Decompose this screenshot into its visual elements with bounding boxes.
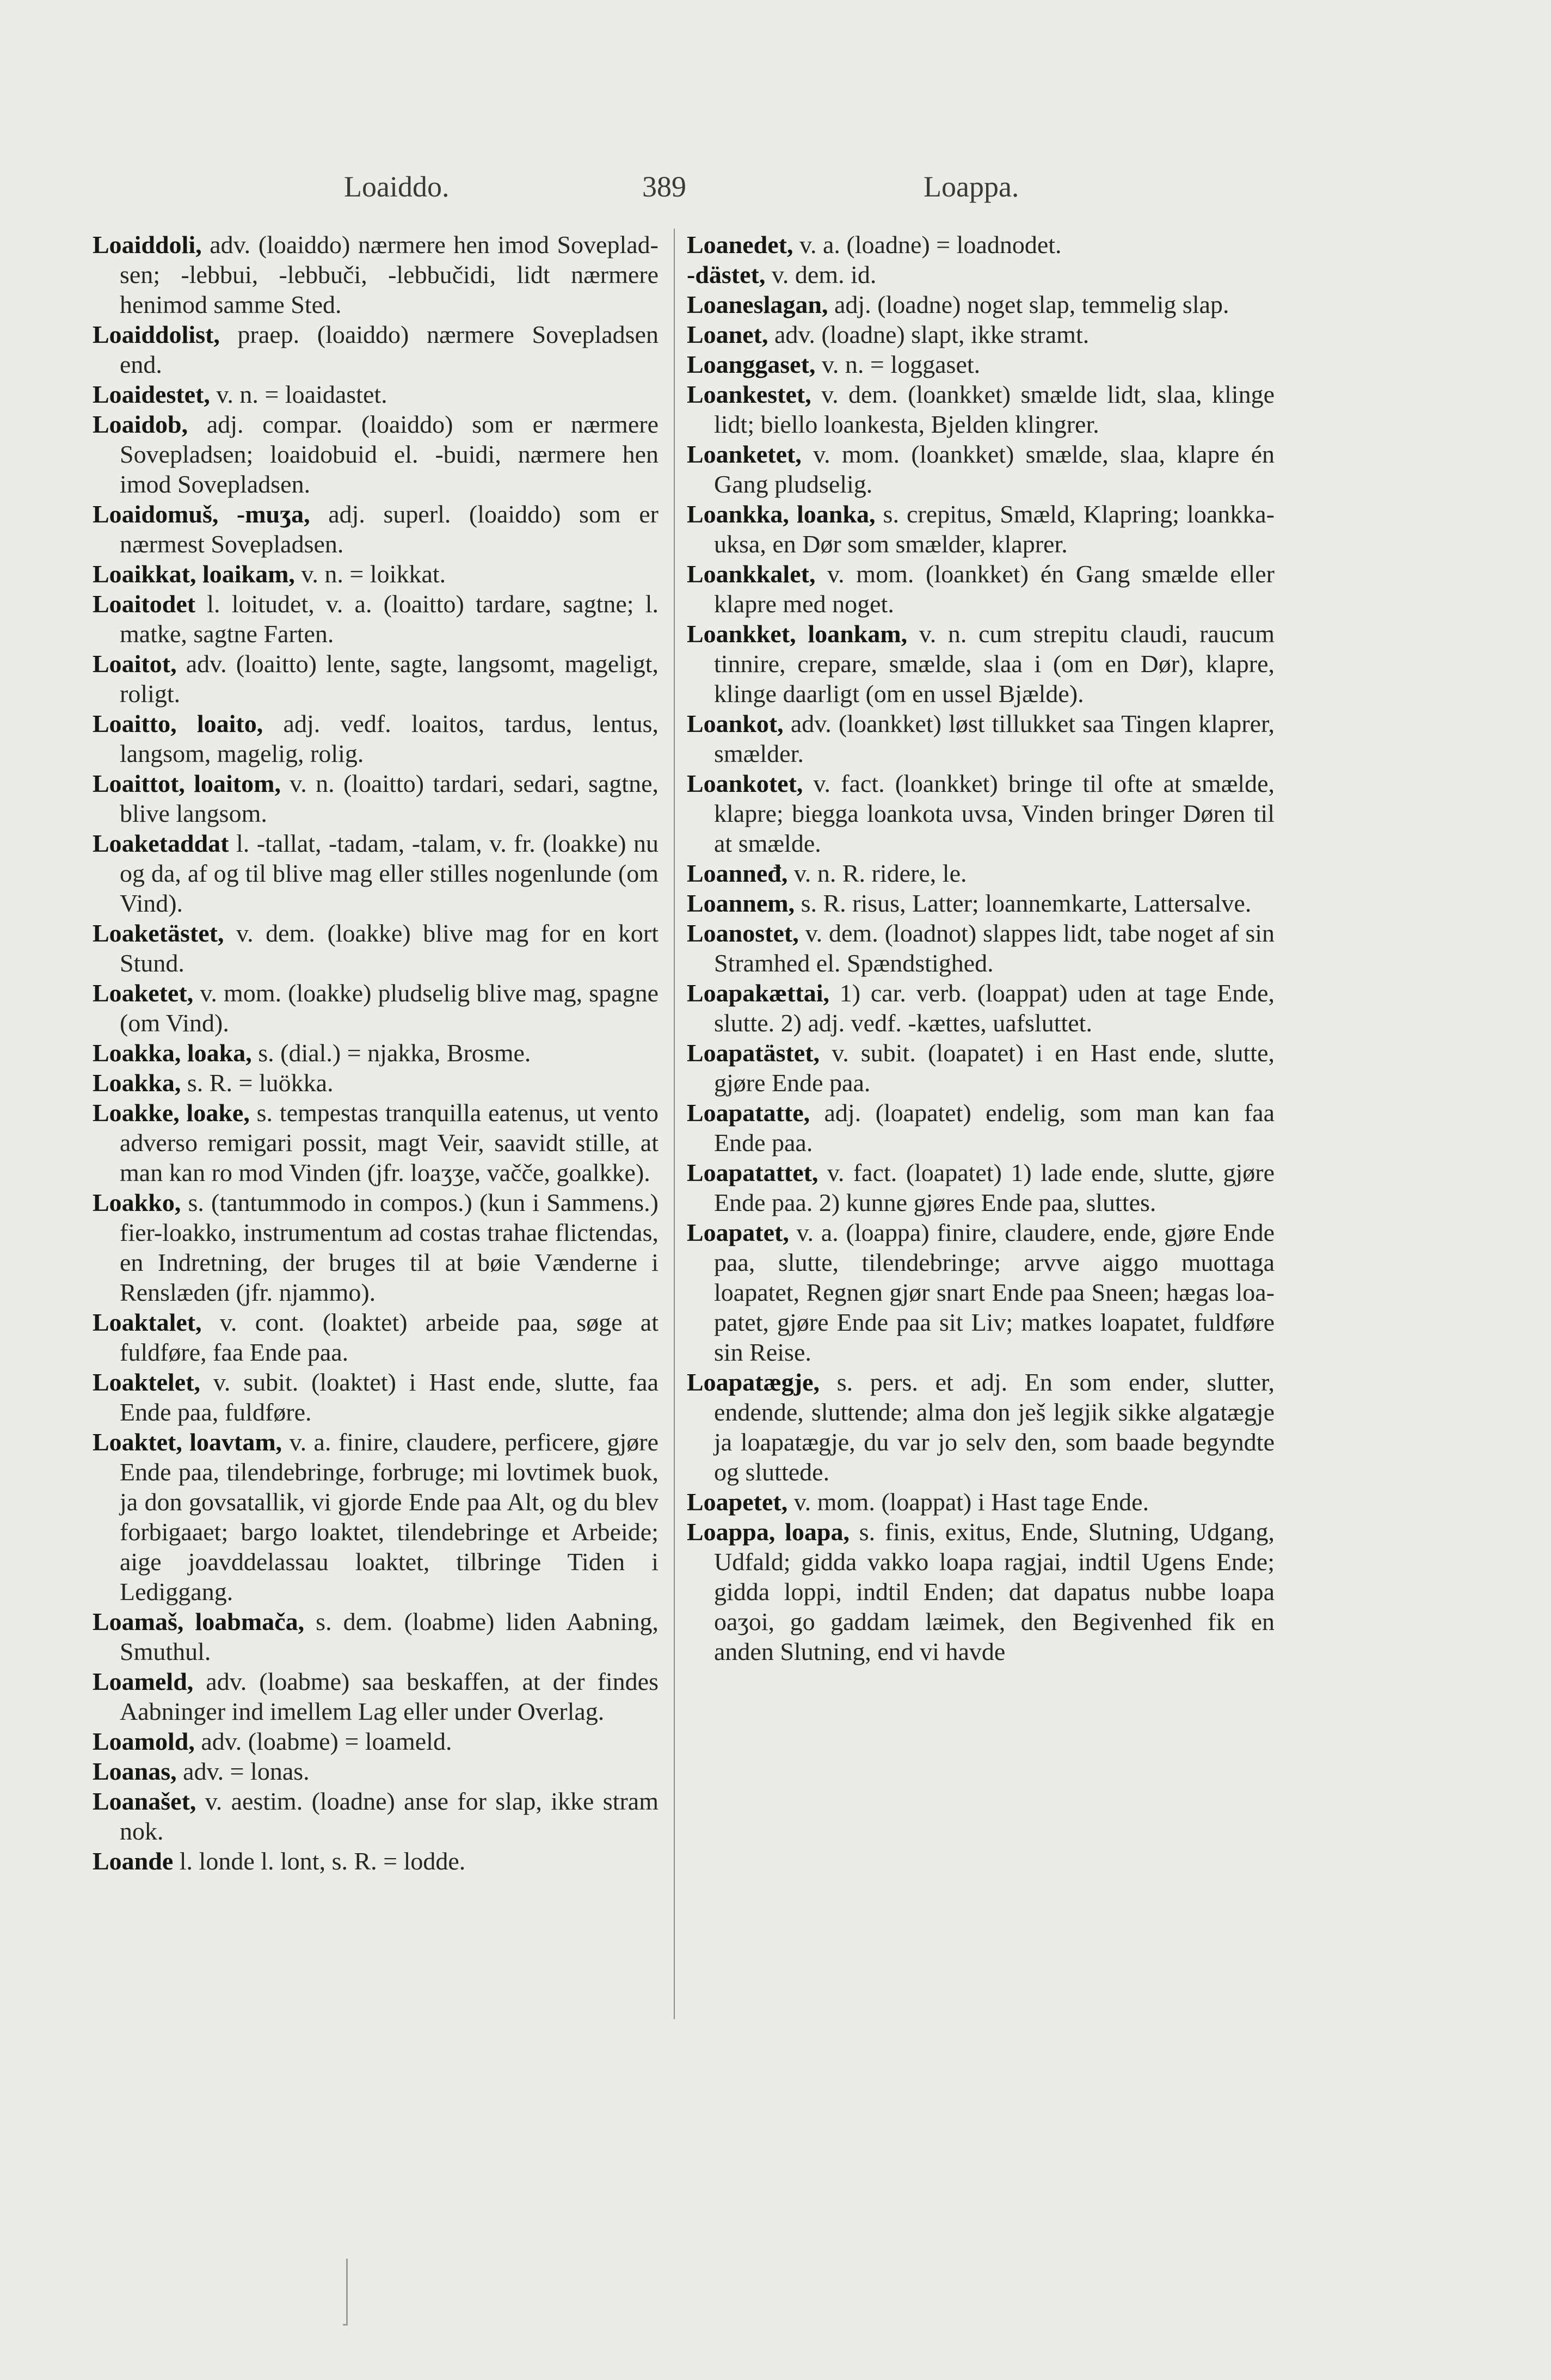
entry-headword: Loamold, bbox=[93, 1727, 195, 1755]
entry-definition: adv. (loankket) løst tillukket saa Tingen klaprer, smælder. bbox=[714, 710, 1275, 767]
entry-headword: Loapatästet, bbox=[687, 1039, 820, 1067]
entry-headword: Loaketet, bbox=[93, 979, 194, 1007]
dictionary-entry bbox=[687, 290, 1275, 319]
dictionary-entry bbox=[687, 1517, 1275, 1666]
entry-headword: Loamaš, loabmača, bbox=[93, 1608, 305, 1635]
entry-headword: Loakke, loake, bbox=[93, 1099, 250, 1127]
entry-definition: s. pers. et adj. En som ender, slutter, endende, sluttende; alma don ješ legjik sikke algatægje ja loapatægje, du var jo selv den, som baade begyndte og sluttede. bbox=[714, 1368, 1275, 1486]
entry-definition: s. crepitus, Smæld, Klapring; loankka-uksa, en Dør som smælder, klaprer. bbox=[714, 500, 1275, 558]
entry-definition: v. cont. (loaktet) arbeide paa, søge at fuldføre, faa Ende paa. bbox=[120, 1308, 658, 1366]
left-column bbox=[93, 230, 658, 1876]
dictionary-entry bbox=[687, 1098, 1275, 1158]
dictionary-entry bbox=[93, 828, 658, 918]
entry-definition: v. dem. (loankket) smælde lidt, slaa, klinge lidt; biello loankesta, Bjelden klingrer. bbox=[714, 380, 1275, 438]
entry-headword: Loaikkat, loaikam, bbox=[93, 560, 295, 588]
entry-headword: Loaidestet, bbox=[93, 380, 210, 408]
entry-definition: v. subit. (loapatet) i en Hast ende, slutte, gjøre Ende paa. bbox=[714, 1039, 1275, 1097]
running-head-left: Loaiddo. bbox=[344, 170, 450, 203]
entry-definition: s. R. = luökka. bbox=[181, 1069, 334, 1097]
entry-headword: -dästet, bbox=[687, 261, 766, 288]
entry-headword: Loaitto, loaito, bbox=[93, 710, 263, 737]
entry-headword: Loakko, bbox=[93, 1189, 181, 1216]
entry-definition: adj. (loapatet) endelig, som man kan faa Ende paa. bbox=[714, 1099, 1275, 1157]
entry-definition: v. n. = loikkat. bbox=[294, 560, 446, 588]
entry-definition: v. n. = loaidastet. bbox=[210, 380, 387, 408]
entry-definition: s. R. risus, Latter; loannemkarte, Lattersalve. bbox=[795, 889, 1252, 917]
entry-definition: v. dem. (loakke) blive mag for en kort Stund. bbox=[120, 919, 658, 977]
entry-headword: Loanedet, bbox=[687, 231, 793, 259]
dictionary-entry bbox=[687, 230, 1275, 260]
entry-definition: praep. (loaiddo) nærmere Sovepladsen end. bbox=[120, 321, 658, 378]
entry-headword: Loakka, bbox=[93, 1069, 181, 1097]
entry-definition: l. -tallat, -tadam, -talam, v. fr. (loakke) nu og da, af og til blive mag eller stilles nogenlunde (om Vind). bbox=[120, 829, 658, 917]
entry-definition: s. (dial.) = njakka, Brosme. bbox=[251, 1039, 531, 1067]
entry-definition: adv. (loaitto) lente, sagte, langsomt, mageligt, roligt. bbox=[120, 650, 658, 708]
scan-mark bbox=[343, 2259, 348, 2326]
dictionary-entry bbox=[687, 1158, 1275, 1217]
entry-definition: adv. (loabme) saa beskaffen, at der findes Aabninger ind imellem Lag eller under Overlag. bbox=[120, 1668, 658, 1725]
dictionary-entry bbox=[93, 1786, 658, 1846]
entry-headword: Loanas, bbox=[93, 1757, 177, 1785]
entry-definition: adj. (loadne) noget slap, temmelig slap. bbox=[828, 291, 1229, 318]
entry-definition: adj. vedf. loaitos, tardus, lentus, langsom, magelig, rolig. bbox=[120, 710, 658, 767]
entry-definition: s. finis, exitus, Ende, Slutning, Udgang, Udfald; gidda vakko loapa ragjai, indtil Ugens Ende; gidda loppi, indtil Enden; dat dapatus nubbe loapa oaʒoi, go gaddam læimek, den Begivenhed fik en anden Slutning, end vi havde bbox=[714, 1518, 1275, 1665]
entry-definition: adv. (loabme) = loameld. bbox=[194, 1727, 452, 1755]
column-divider bbox=[674, 229, 675, 2019]
dictionary-entry bbox=[93, 1367, 658, 1427]
entry-headword: Loappa, loapa, bbox=[687, 1518, 850, 1546]
dictionary-entry bbox=[93, 1038, 658, 1068]
entry-definition: v. a. finire, claudere, perficere, gjøre Ende paa, tilendebringe, forbruge; mi lovtimek buok, ja don govsatallik, vi gjorde Ende paa Alt, og du blev forbigaaet; bargo loaktet, tilendebringe et Arbeide; aige joavddelassau loaktet, tilbringe Tiden i Lediggang. bbox=[120, 1428, 658, 1606]
entry-headword: Loaktalet, bbox=[93, 1308, 202, 1336]
dictionary-entry bbox=[687, 1217, 1275, 1367]
entry-definition: adj. compar. (loaiddo) som er nærmere Sovepladsen; loaidobuid el. -buidi, nærmere hen imod Sovepladsen. bbox=[120, 410, 658, 498]
dictionary-entry bbox=[93, 709, 658, 768]
entry-headword: Loankkalet, bbox=[687, 560, 816, 588]
entry-headword: Loankotet, bbox=[687, 770, 803, 797]
entry-headword: Loaketästet, bbox=[93, 919, 224, 947]
entry-definition: v. mom. (loankket) smælde, slaa, klapre én Gang pludselig. bbox=[714, 440, 1275, 498]
dictionary-entry bbox=[687, 768, 1275, 858]
entry-headword: Loanašet, bbox=[93, 1787, 196, 1815]
page-header bbox=[0, 170, 1551, 202]
entry-definition: v. n. cum strepitu claudi, raucum tinnire, crepare, smælde, slaa i (om en Dør), klapre, klinge daarligt (om en ussel Bjælde). bbox=[714, 620, 1275, 708]
dictionary-entry bbox=[93, 1068, 658, 1098]
dictionary-entry bbox=[93, 1427, 658, 1607]
entry-headword: Loaitot, bbox=[93, 650, 177, 678]
entry-headword: Loaneslagan, bbox=[687, 291, 828, 318]
entry-headword: Loaittot, loaitom, bbox=[93, 770, 281, 797]
entry-headword: Loapatattet, bbox=[687, 1159, 818, 1186]
entry-headword: Loaktelet, bbox=[93, 1368, 201, 1396]
entry-headword: Loanostet, bbox=[687, 919, 799, 947]
dictionary-entry bbox=[687, 918, 1275, 978]
entry-headword: Loanet, bbox=[687, 321, 768, 348]
entry-headword: Loannem, bbox=[687, 889, 795, 917]
dictionary-entry bbox=[687, 1367, 1275, 1487]
entry-headword: Loaktet, loavtam, bbox=[93, 1428, 282, 1456]
entry-definition: v. a. (loappa) finire, claudere, ende, gjøre Ende paa, slutte, tilendebringe; arvve aiggo muottaga loapatet, Regnen gjør snart Ende paa Sneen; hægas loapatet, gjøre Ende paa sit Liv; matkes loapatet, fuldføre sin Reise. bbox=[714, 1219, 1275, 1366]
dictionary-entry bbox=[93, 230, 658, 319]
entry-definition: v. n. = loggaset. bbox=[815, 350, 981, 378]
dictionary-entry bbox=[93, 409, 658, 499]
entry-headword: Loameld, bbox=[93, 1668, 194, 1695]
entry-definition: v. aestim. (loadne) anse for slap, ikke stram nok. bbox=[120, 1787, 658, 1845]
dictionary-entry bbox=[687, 319, 1275, 349]
entry-definition: v. mom. (loankket) én Gang smælde eller klapre med noget. bbox=[714, 560, 1275, 618]
dictionary-entry bbox=[687, 439, 1275, 499]
entry-headword: Loankka, loanka, bbox=[687, 500, 876, 528]
entry-headword: Loaidomuš, -muʒa, bbox=[93, 500, 310, 528]
entry-definition: v. n. (loaitto) tardari, sedari, sagtne, blive langsom. bbox=[120, 770, 658, 827]
dictionary-entry bbox=[93, 1188, 658, 1307]
dictionary-entry bbox=[93, 1666, 658, 1726]
dictionary-entry bbox=[687, 260, 1275, 290]
page-number: 389 bbox=[642, 170, 686, 203]
entry-headword: Loapatægje, bbox=[687, 1368, 820, 1396]
dictionary-entry bbox=[93, 978, 658, 1038]
dictionary-entry bbox=[93, 499, 658, 559]
dictionary-entry bbox=[687, 709, 1275, 768]
dictionary-entry bbox=[93, 559, 658, 589]
entry-headword: Loankot, bbox=[687, 710, 784, 737]
dictionary-entry bbox=[687, 858, 1275, 888]
dictionary-entry bbox=[687, 1487, 1275, 1517]
entry-headword: Loapatet, bbox=[687, 1219, 789, 1246]
dictionary-entry bbox=[687, 888, 1275, 918]
entry-headword: Loaidob, bbox=[93, 410, 188, 438]
entry-headword: Loapetet, bbox=[687, 1488, 788, 1516]
dictionary-entry bbox=[93, 768, 658, 828]
entry-definition: v. dem. id. bbox=[765, 261, 877, 288]
dictionary-entry bbox=[687, 349, 1275, 379]
entry-headword: Loanneđ, bbox=[687, 859, 788, 887]
dictionary-entry bbox=[93, 1607, 658, 1666]
dictionary-entry bbox=[93, 1726, 658, 1756]
dictionary-entry bbox=[687, 559, 1275, 619]
dictionary-entry bbox=[93, 1846, 658, 1876]
dictionary-entry bbox=[93, 379, 658, 409]
entry-headword: Loakka, loaka, bbox=[93, 1039, 252, 1067]
right-column bbox=[687, 230, 1275, 1666]
entry-headword: Loaitodet bbox=[93, 590, 196, 618]
entry-definition: v. a. (loadne) = loadnodet. bbox=[793, 231, 1062, 259]
dictionary-entry bbox=[93, 319, 658, 379]
entry-headword: Loankket, loankam, bbox=[687, 620, 908, 648]
dictionary-entry bbox=[93, 918, 658, 978]
dictionary-entry bbox=[687, 619, 1275, 709]
dictionary-entry bbox=[687, 379, 1275, 439]
dictionary-entry bbox=[687, 499, 1275, 559]
entry-definition: s. dem. (loabme) liden Aabning, Smuthul. bbox=[120, 1608, 658, 1665]
entry-definition: adv. (loadne) slapt, ikke stramt. bbox=[768, 321, 1090, 348]
entry-definition: adj. superl. (loaiddo) som er nærmest Sovepladsen. bbox=[120, 500, 658, 558]
entry-definition: s. tempestas tranquilla eatenus, ut vento adverso remigari possit, magt Veir, saavidt stille, at man kan ro mod Vinden (jfr. loaʒʒe, vaččе, goalkke). bbox=[120, 1099, 658, 1186]
running-head-right: Loappa. bbox=[924, 170, 1019, 203]
entry-definition: s. (tantummodo in compos.) (kun i Sammens.) fier-loakko, instrumentum ad costas trahae flictendas, en Indretning, der bruges til at bøie Vænderne i Renslæden (jfr. njammo). bbox=[120, 1189, 658, 1306]
dictionary-entry bbox=[687, 978, 1275, 1038]
dictionary-entry bbox=[93, 1098, 658, 1188]
entry-definition: 1) car. verb. (loappat) uden at tage Ende, slutte. 2) adj. vedf. -kættes, uafsluttet. bbox=[714, 979, 1275, 1037]
dictionary-entry bbox=[687, 1038, 1275, 1098]
entry-definition: v. fact. (loapatet) 1) lade ende, slutte, gjøre Ende paa. 2) kunne gjøres Ende paa, sluttes. bbox=[714, 1159, 1275, 1216]
entry-headword: Loaiddolist, bbox=[93, 321, 220, 348]
entry-definition: v. mom. (loappat) i Hast tage Ende. bbox=[787, 1488, 1149, 1516]
entry-headword: Loanketet, bbox=[687, 440, 802, 468]
entry-headword: Loankestet, bbox=[687, 380, 811, 408]
entry-definition: l. loitudet, v. a. (loaitto) tardare, sagtne; l. matke, sagtne Farten. bbox=[120, 590, 658, 648]
entry-definition: v. subit. (loaktet) i Hast ende, slutte, faa Ende paa, fuldføre. bbox=[120, 1368, 658, 1426]
entry-definition: v. dem. (loadnot) slappes lidt, tabe noget af sin Stramhed el. Spændstighed. bbox=[714, 919, 1275, 977]
entry-headword: Loapakættai, bbox=[687, 979, 829, 1007]
dictionary-entry bbox=[93, 1756, 658, 1786]
dictionary-entry bbox=[93, 1307, 658, 1367]
entry-definition: v. mom. (loakke) pludselig blive mag, spagne (om Vind). bbox=[120, 979, 658, 1037]
dictionary-entry bbox=[93, 589, 658, 649]
entry-definition: adv. = lonas. bbox=[176, 1757, 310, 1785]
entry-headword: Loaketaddat bbox=[93, 829, 229, 857]
entry-headword: Loapatatte, bbox=[687, 1099, 810, 1127]
entry-headword: Loande bbox=[93, 1847, 174, 1875]
entry-headword: Loanggaset, bbox=[687, 350, 816, 378]
entry-headword: Loaiddoli, bbox=[93, 231, 202, 259]
entry-definition: adv. (loaiddo) nærmere hen imod Sovepladsen; -lebbui, -lebbuči, -lebbučidi, lidt nærmere henimod samme Sted. bbox=[120, 231, 658, 318]
entry-definition: v. n. R. ridere, le. bbox=[787, 859, 967, 887]
entry-definition: l. londe l. lont, s. R. = lodde. bbox=[173, 1847, 466, 1875]
dictionary-entry bbox=[93, 649, 658, 709]
entry-definition: v. fact. (loankket) bringe til ofte at smælde, klapre; biegga loankota uvsa, Vinden bringer Døren til at smælde. bbox=[714, 770, 1275, 857]
